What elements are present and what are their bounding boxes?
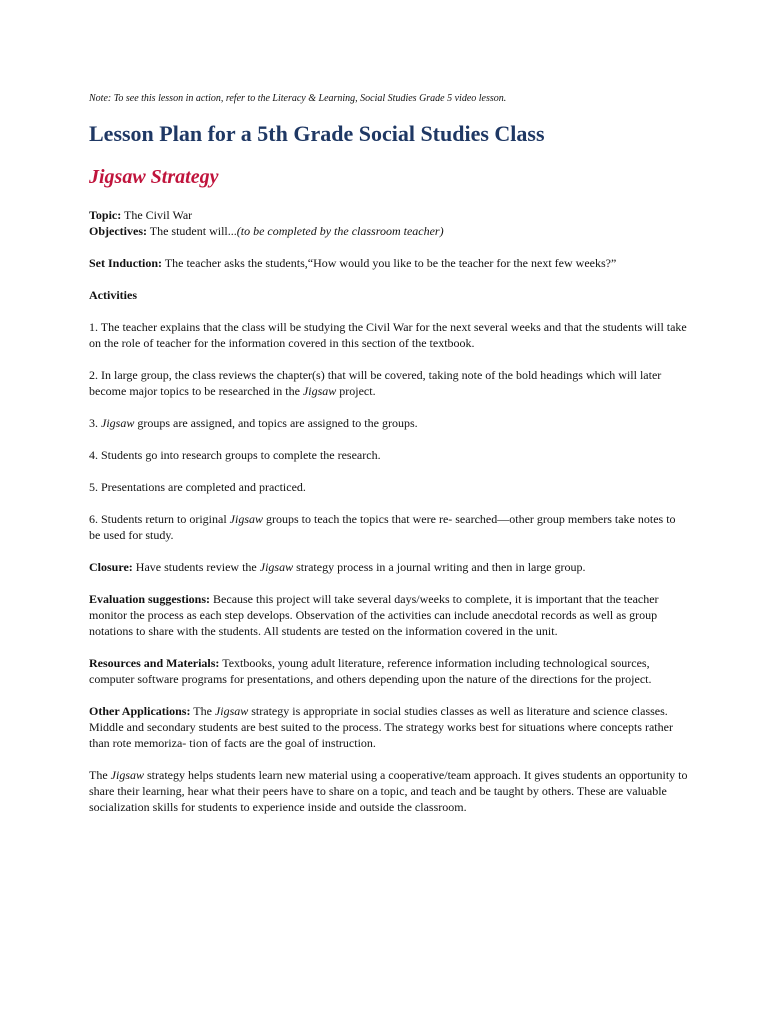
activity-3 <box>89 415 689 431</box>
closure-label: Closure: <box>89 560 133 574</box>
jigsaw-term: Jigsaw <box>110 768 144 782</box>
activity-2 <box>89 367 689 399</box>
resources-text: Textbooks, young adult literature, reference information including technological sources, computer software programs for presentations, and others depending upon the nature of the directions for the project. <box>89 656 652 686</box>
closing-text: The <box>89 768 111 782</box>
resources-section <box>89 655 689 687</box>
closure-text-end: strategy process in a journal writing and then in large group. <box>293 560 586 574</box>
activity-2-text-end: project. <box>336 384 376 398</box>
closing-paragraph <box>89 767 689 815</box>
activities-heading <box>89 287 689 303</box>
closure-section <box>89 559 689 575</box>
set-induction <box>89 255 689 271</box>
topic-line <box>89 207 689 223</box>
activity-6-text-end: groups to teach the topics that were re- searched—other group members take notes to be used for study. <box>89 512 676 542</box>
other-applications-label: Other Applications: <box>89 704 191 718</box>
jigsaw-term: Jigsaw <box>214 704 249 718</box>
jigsaw-term: Jigsaw <box>229 512 263 526</box>
activity-2-text: 2. In large group, the class reviews the chapter(s) that will be covered, taking note of the bold headings which will later become major topics to be researched in the <box>89 368 662 398</box>
activity-3-number: 3. <box>89 416 101 430</box>
evaluation-label: Evaluation suggestions: <box>89 592 211 606</box>
objectives-note: (to be completed by the classroom teacher) <box>236 224 444 238</box>
other-applications-text-end: strategy is appropriate in social studies classes as well as literature and science classes. Middle and secondary students are best suited to the process. The strategy works best for situations where concepts rather than rote memoriza- tion of facts are the goal of instruction. <box>89 704 673 750</box>
document-page <box>89 92 689 831</box>
activity-5: 5. Presentations are completed and practiced. <box>89 480 306 494</box>
objectives-label: Objectives: <box>89 224 147 238</box>
topic-value: The Civil War <box>121 208 193 222</box>
objectives-value: The student will... <box>146 224 237 238</box>
evaluation-text: Because this project will take several days/weeks to complete, it is important that the teacher monitor the process as each step develops. Observation of the activities can include anecdotal records as well as group notations to share with the students. All students are tested on the information covered in the unit. <box>89 592 659 638</box>
set-induction-label: Set Induction: <box>89 256 163 270</box>
jigsaw-term: Jigsaw <box>259 560 294 574</box>
set-induction-text: The teacher asks the students,“How would you like to be the teacher for the next few weeks?” <box>162 256 617 270</box>
activity-6 <box>89 511 689 543</box>
topic-label: Topic: <box>89 208 122 222</box>
activities-heading-text: Activities <box>89 288 137 302</box>
activity-4: 4. Students go into research groups to complete the research. <box>89 448 381 462</box>
evaluation-section <box>89 591 689 639</box>
other-applications-text: The <box>190 704 215 718</box>
resources-label: Resources and Materials: <box>89 656 220 670</box>
activity-3-text: groups are assigned, and topics are assigned to the groups. <box>134 416 418 430</box>
jigsaw-term: Jigsaw <box>101 416 135 430</box>
closure-text: Have students review the <box>132 560 260 574</box>
video-note: Note: To see this lesson in action, refer to the Literacy & Learning, Social Studies Grade 5 video lesson. <box>89 93 507 104</box>
other-applications-section <box>89 703 689 751</box>
jigsaw-term: Jigsaw <box>302 384 337 398</box>
strategy-subtitle: Jigsaw Strategy <box>89 166 219 188</box>
closing-text-end: strategy helps students learn new material using a cooperative/team approach. It gives students an opportunity to share their learning, hear what their peers have to share on a topic, and teach and be taught by others. These are valuable socialization skills for students to experience inside and outside the classroom. <box>89 768 688 814</box>
objectives-line <box>89 223 689 239</box>
page-title: Lesson Plan for a 5th Grade Social Studies Class <box>89 121 545 146</box>
activity-6-text: 6. Students return to original <box>89 512 230 526</box>
activity-1: 1. The teacher explains that the class will be studying the Civil War for the next several weeks and that the students will take on the role of teacher for the information covered in this section of the textbook. <box>89 320 687 350</box>
